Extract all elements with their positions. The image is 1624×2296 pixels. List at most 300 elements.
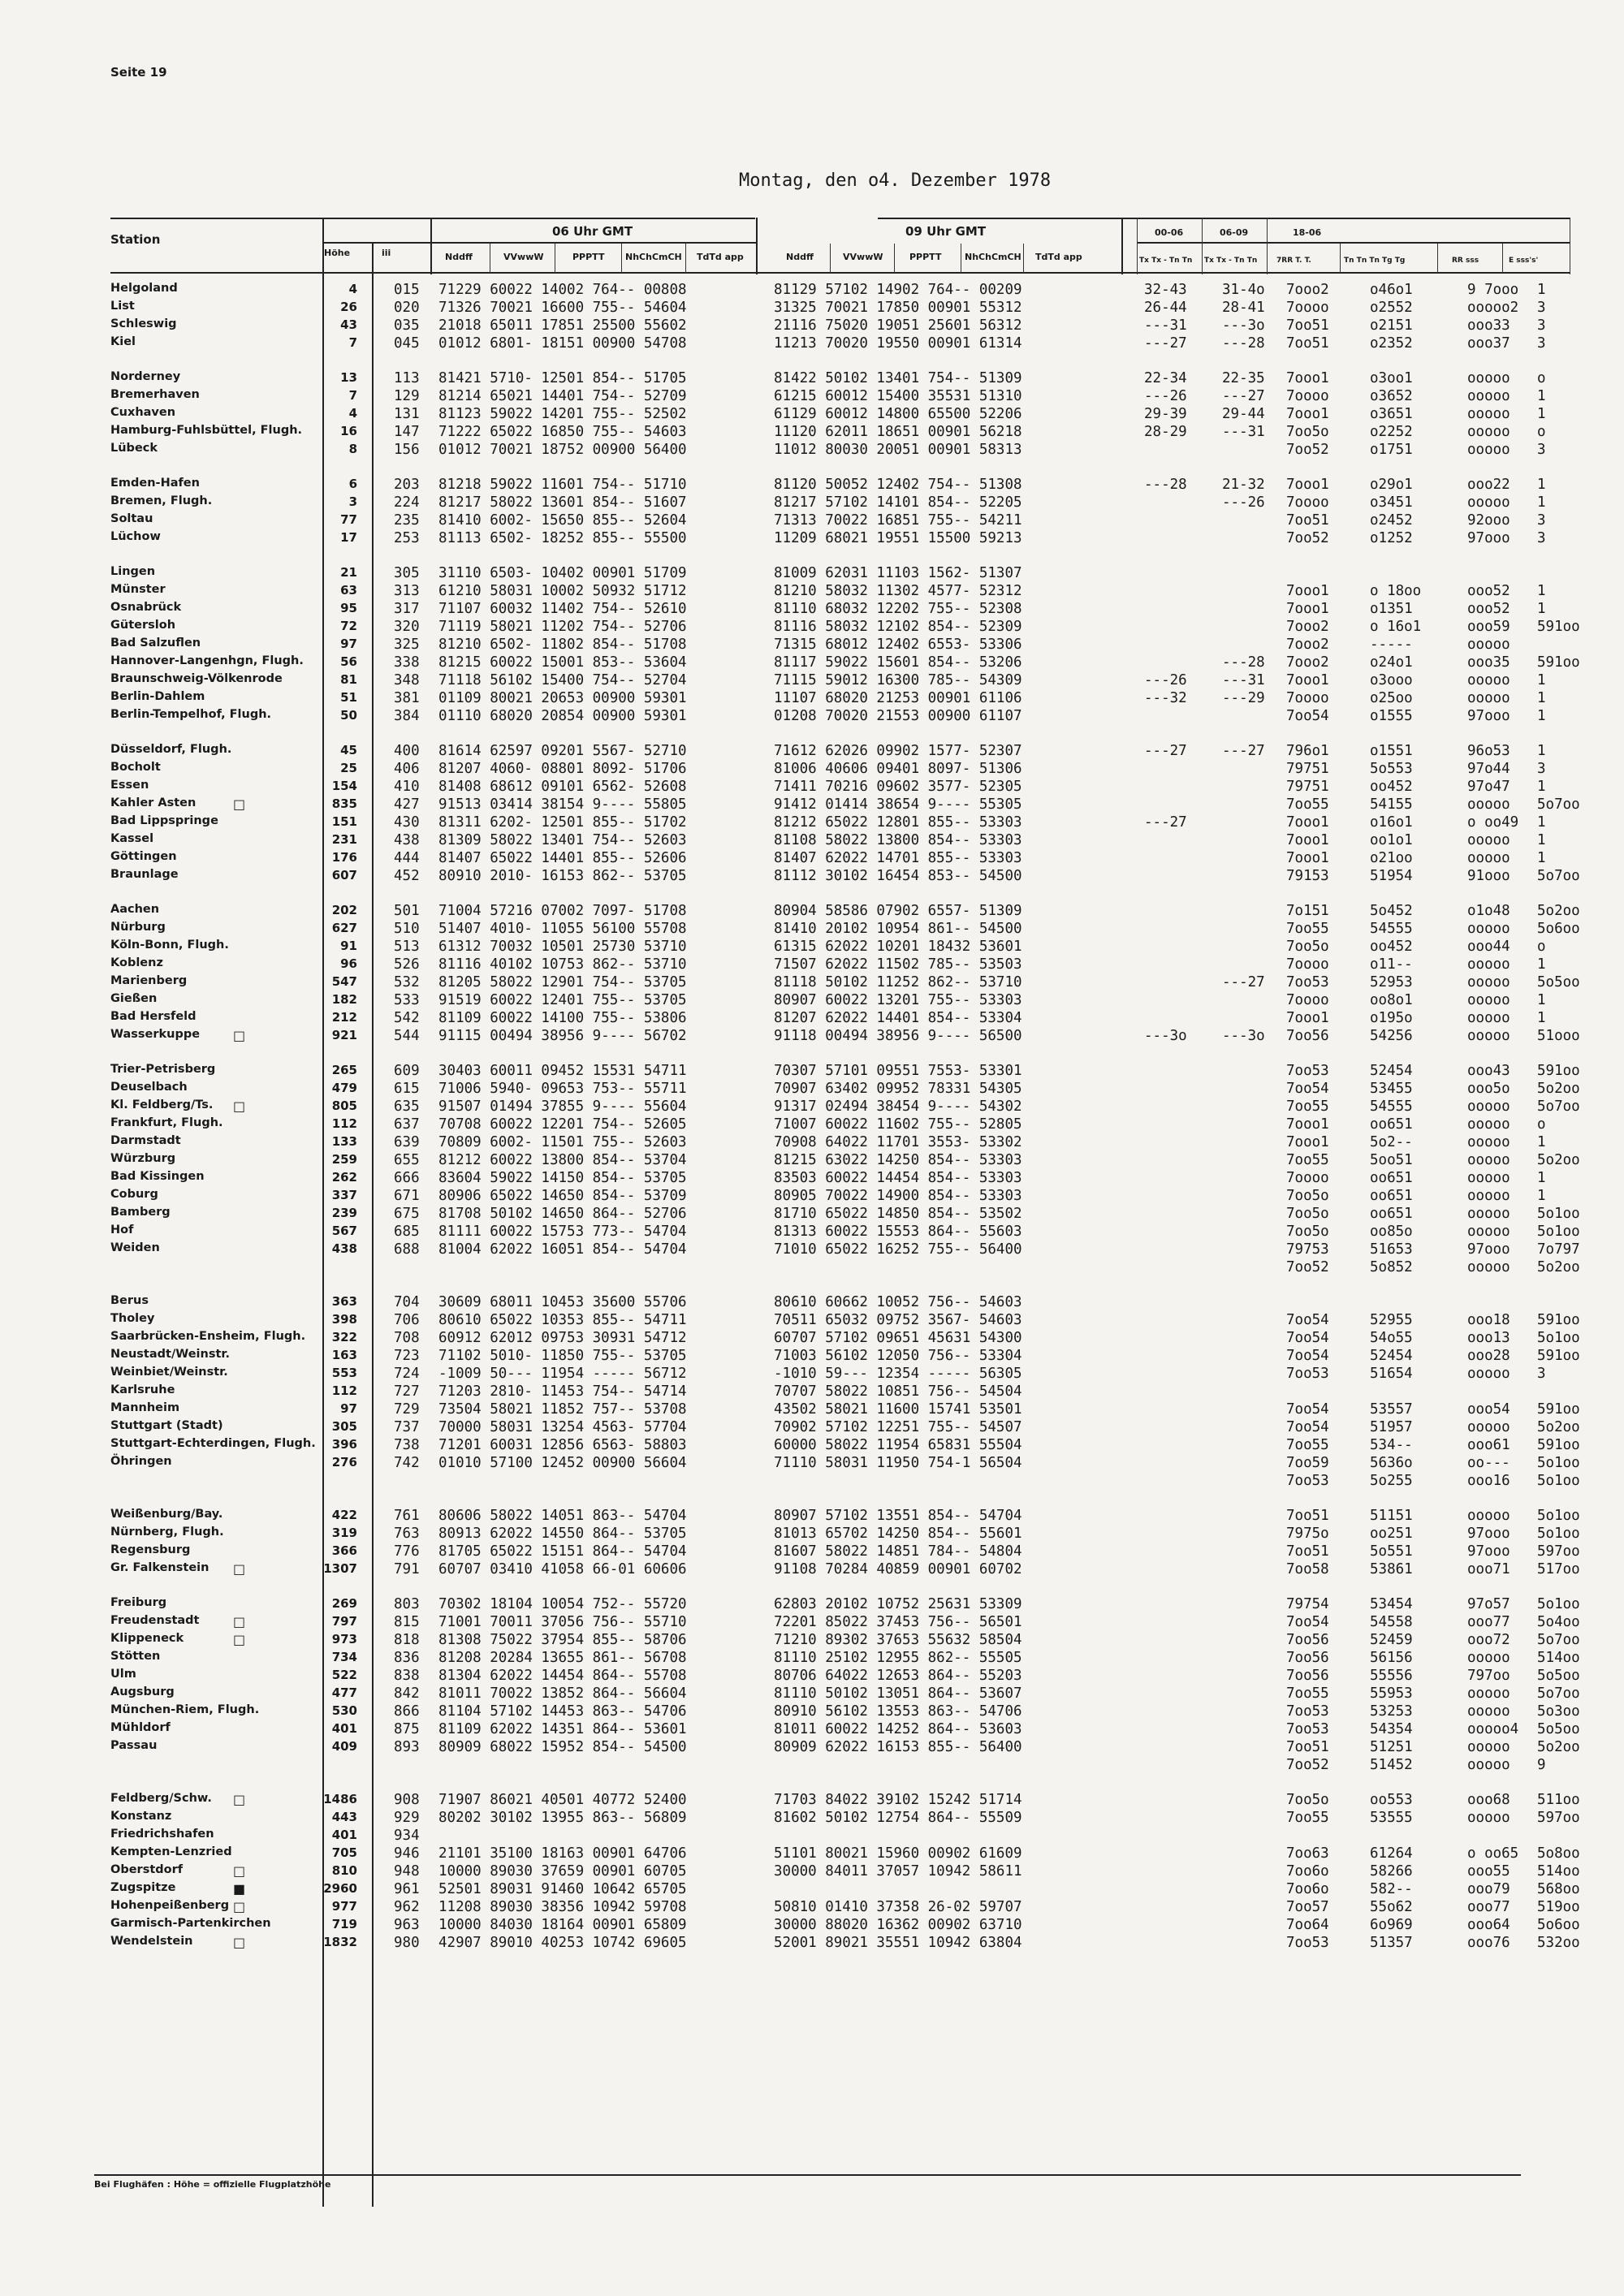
group-rr: ooo28 <box>1467 1348 1510 1364</box>
footer-rule <box>94 2174 1521 2176</box>
group-rr: ooo68 <box>1467 1792 1510 1808</box>
table-row <box>0 406 1624 424</box>
group-rr: 97o57 <box>1467 1596 1510 1612</box>
station-name: Koblenz <box>110 956 163 969</box>
station-id: 838 <box>394 1668 420 1684</box>
group-rr: ooo77 <box>1467 1614 1510 1630</box>
group-rr: ooooo <box>1467 406 1510 422</box>
group-temps: o1252 <box>1370 530 1413 546</box>
station-height: 63 <box>340 583 357 598</box>
station-group <box>0 565 1624 726</box>
station-height: 97 <box>340 637 357 651</box>
group-temps: o2352 <box>1370 335 1413 352</box>
group-rr: ooooo <box>1467 1810 1510 1826</box>
group-snow: 5o1oo <box>1537 1526 1580 1542</box>
group-temps: oo452 <box>1370 939 1413 955</box>
obs-06: 80910 2010- 16153 862-- 53705 <box>438 868 687 884</box>
table-row <box>0 708 1624 726</box>
station-height: 2960 <box>323 1881 357 1896</box>
station-name: Oberstdorf <box>110 1863 184 1876</box>
station-name: Nürnberg, Flugh. <box>110 1526 224 1539</box>
station-id: 724 <box>394 1366 420 1382</box>
table-top-rule-right <box>878 218 1570 219</box>
station-id: 934 <box>394 1828 420 1844</box>
station-height: 8 <box>348 442 357 456</box>
group-snow: 3 <box>1537 761 1546 777</box>
obs-09: 60707 57102 09651 45631 54300 <box>774 1330 1022 1346</box>
table-row <box>0 1668 1624 1685</box>
station-name: Kiel <box>110 335 136 348</box>
mountain-marker: □ <box>233 1632 246 1647</box>
station-height: 607 <box>331 868 357 883</box>
group-temps: 51957 <box>1370 1419 1413 1435</box>
station-id: 035 <box>394 317 420 334</box>
obs-09: 71003 56102 12050 756-- 53304 <box>774 1348 1022 1364</box>
header-height: Höhe <box>324 248 351 258</box>
station-id: 406 <box>394 761 420 777</box>
group-18-06: 7ooo1 <box>1286 672 1329 688</box>
table-row <box>0 1508 1624 1526</box>
obs-06: 81210 6502- 11802 854-- 51708 <box>438 637 687 653</box>
table-row <box>0 1526 1624 1543</box>
temp-00-06: ---31 <box>1144 317 1187 334</box>
station-id: 875 <box>394 1721 420 1737</box>
group-rr: ooooo <box>1467 424 1510 440</box>
group-18-06: 7oo5o <box>1286 1188 1329 1204</box>
temp-00-06: ---27 <box>1144 814 1187 831</box>
table-row <box>0 1224 1624 1241</box>
group-temps: 51357 <box>1370 1935 1413 1951</box>
station-height: 51 <box>340 690 357 705</box>
group-temps: o2552 <box>1370 300 1413 316</box>
group-18-06: 7ooo1 <box>1286 583 1329 599</box>
group-rr: ooooo <box>1467 1508 1510 1524</box>
group-18-06: 7ooo1 <box>1286 832 1329 848</box>
station-height: 26 <box>340 300 357 314</box>
temp-00-06: ---28 <box>1144 477 1187 493</box>
station-group <box>0 1792 1624 1953</box>
temp-00-06: 28-29 <box>1144 424 1187 440</box>
obs-09: 81013 65702 14250 854-- 55601 <box>774 1526 1022 1542</box>
group-18-06: 7oo54 <box>1286 1348 1329 1364</box>
group-temps: 54155 <box>1370 796 1413 813</box>
station-id: 688 <box>394 1241 420 1258</box>
header-mid-rule <box>322 242 756 244</box>
obs-09: 80904 58586 07902 6557- 51309 <box>774 903 1022 919</box>
station-name: Helgoland <box>110 282 178 295</box>
table-row <box>0 1259 1624 1277</box>
station-name: Göttingen <box>110 850 177 863</box>
group-temps: 52459 <box>1370 1632 1413 1648</box>
group-snow: o <box>1537 939 1546 955</box>
station-height: 17 <box>340 530 357 545</box>
group-18-06: 7oo55 <box>1286 1810 1329 1826</box>
header-sub-2: Tx Tx - Tn Tn <box>1204 257 1258 265</box>
obs-09: 81602 50102 12754 864-- 55509 <box>774 1810 1022 1826</box>
group-rr: ooooo <box>1467 1366 1510 1382</box>
station-name: Weiden <box>110 1241 160 1254</box>
mountain-marker: □ <box>233 1792 246 1807</box>
group-18-06: 7oo53 <box>1286 974 1329 990</box>
group-18-06: 7oo52 <box>1286 1259 1329 1275</box>
group-rr: ooo52 <box>1467 583 1510 599</box>
station-id: 156 <box>394 442 420 458</box>
group-18-06: 7oo5o <box>1286 939 1329 955</box>
obs-06: 81205 58022 12901 754-- 53705 <box>438 974 687 990</box>
obs-06: 81614 62597 09201 5567- 52710 <box>438 743 687 759</box>
table-row <box>0 494 1624 512</box>
obs-06: 42907 89010 40253 10742 69605 <box>438 1935 687 1951</box>
group-snow: 1 <box>1537 388 1546 404</box>
station-id: 866 <box>394 1703 420 1720</box>
obs-09: 50810 01410 37358 26-02 59707 <box>774 1899 1022 1915</box>
group-temps: o25oo <box>1370 690 1413 706</box>
temp-06-09: ---31 <box>1222 672 1265 688</box>
station-id: 313 <box>394 583 420 599</box>
extra-col-rule-2 <box>1202 218 1203 274</box>
station-name: Kl. Feldberg/Ts. <box>110 1098 214 1111</box>
group-rr: ooooo <box>1467 974 1510 990</box>
group-snow: 514oo <box>1537 1863 1580 1880</box>
group-temps: 54o55 <box>1370 1330 1413 1346</box>
group-18-06: 7oo58 <box>1286 1561 1329 1577</box>
header-sub-5: RR sss <box>1452 257 1479 265</box>
temp-06-09: ---28 <box>1222 654 1265 671</box>
station-id: 410 <box>394 779 420 795</box>
station-name: Mühldorf <box>110 1721 171 1734</box>
group-rr: ooo43 <box>1467 1063 1510 1079</box>
station-group <box>0 282 1624 353</box>
station-id: 946 <box>394 1845 420 1862</box>
mountain-marker: □ <box>233 1561 246 1577</box>
group-snow: 1 <box>1537 992 1546 1008</box>
group-temps: o2452 <box>1370 512 1413 529</box>
station-id: 320 <box>394 619 420 635</box>
station-name: Coburg <box>110 1188 158 1201</box>
station-id: 818 <box>394 1632 420 1648</box>
group-temps: o1551 <box>1370 743 1413 759</box>
station-name: Saarbrücken-Ensheim, Flugh. <box>110 1330 306 1343</box>
table-row <box>0 1330 1624 1348</box>
station-height: 239 <box>331 1206 357 1220</box>
station-name: Friedrichshafen <box>110 1828 214 1841</box>
obs-06: 91115 00494 38956 9---- 56702 <box>438 1028 687 1044</box>
group-temps: 52454 <box>1370 1348 1413 1364</box>
group-snow: 1 <box>1537 743 1546 759</box>
table-row <box>0 743 1624 761</box>
obs-06: 71102 5010- 11850 755-- 53705 <box>438 1348 687 1364</box>
station-height: 91 <box>340 939 357 953</box>
obs-06: 71119 58021 11202 754-- 52706 <box>438 619 687 635</box>
page-date: Montag, den o4. Dezember 1978 <box>739 170 1052 191</box>
group-18-06: 7oo53 <box>1286 1473 1329 1489</box>
station-name: Zugspitze <box>110 1881 176 1894</box>
temp-00-06: 26-44 <box>1144 300 1187 316</box>
group-18-06: 7oo5o <box>1286 1224 1329 1240</box>
group-temps: oo452 <box>1370 779 1413 795</box>
station-height: 4 <box>348 282 357 296</box>
group-snow: 1 <box>1537 1188 1546 1204</box>
obs-09: 70307 57101 09551 7553- 53301 <box>774 1063 1022 1079</box>
group-temps: o195o <box>1370 1010 1413 1026</box>
station-id: 452 <box>394 868 420 884</box>
station-id: 147 <box>394 424 420 440</box>
table-row <box>0 1419 1624 1437</box>
table-row <box>0 530 1624 548</box>
station-name: Deuselbach <box>110 1081 188 1094</box>
station-id: 544 <box>394 1028 420 1044</box>
station-id: 776 <box>394 1543 420 1560</box>
m9-col-rule-4 <box>1023 244 1024 273</box>
station-height: 337 <box>331 1188 357 1202</box>
group-temps: oo8o1 <box>1370 992 1413 1008</box>
group-rr: 92ooo <box>1467 512 1510 529</box>
station-height: 553 <box>331 1366 357 1380</box>
group-temps: 51954 <box>1370 868 1413 884</box>
station-name: Bamberg <box>110 1206 171 1219</box>
group-snow: o <box>1537 370 1546 386</box>
group-18-06: 7oo55 <box>1286 1098 1329 1115</box>
group-temps: o29o1 <box>1370 477 1413 493</box>
group-temps: 534-- <box>1370 1437 1413 1453</box>
table-row <box>0 1241 1624 1259</box>
group-rr: ooooo <box>1467 1739 1510 1755</box>
table-row <box>0 992 1624 1010</box>
group-18-06: 7oooo <box>1286 956 1329 973</box>
table-row <box>0 939 1624 956</box>
group-rr: ooooo <box>1467 850 1510 866</box>
station-id: 962 <box>394 1899 420 1915</box>
obs-09: 81407 62022 14701 855-- 53303 <box>774 850 1022 866</box>
station-name: Garmisch-Partenkirchen <box>110 1917 271 1930</box>
group-temps: 54256 <box>1370 1028 1413 1044</box>
group-18-06: 7975o <box>1286 1526 1329 1542</box>
table-row <box>0 1881 1624 1899</box>
station-name: Weißenburg/Bay. <box>110 1508 223 1521</box>
obs-09: 71010 65022 16252 755-- 56400 <box>774 1241 1022 1258</box>
table-row <box>0 1721 1624 1739</box>
station-id: 615 <box>394 1081 420 1097</box>
group-temps: 5636o <box>1370 1455 1413 1471</box>
group-rr: ooo76 <box>1467 1935 1510 1951</box>
station-id: 929 <box>394 1810 420 1826</box>
obs-09: 30000 88020 16362 00902 63710 <box>774 1917 1022 1933</box>
group-rr: ooooo <box>1467 1188 1510 1204</box>
station-id: 427 <box>394 796 420 813</box>
table-row <box>0 1312 1624 1330</box>
obs-06: 71203 2810- 11453 754-- 54714 <box>438 1383 687 1400</box>
obs-09: 70908 64022 11701 3553- 53302 <box>774 1134 1022 1150</box>
obs-09: 81112 30102 16454 853-- 54500 <box>774 868 1022 884</box>
group-temps: o3ooo <box>1370 672 1413 688</box>
group-rr: ooo16 <box>1467 1473 1510 1489</box>
station-name: Ulm <box>110 1668 136 1681</box>
table-row <box>0 1366 1624 1383</box>
mountain-marker: □ <box>233 1098 246 1114</box>
station-id: 430 <box>394 814 420 831</box>
station-height: 7 <box>348 388 357 403</box>
temp-06-09: ---27 <box>1222 974 1265 990</box>
group-rr: ooo35 <box>1467 654 1510 671</box>
group-temps: o46o1 <box>1370 282 1413 298</box>
table-row <box>0 1081 1624 1098</box>
header-sub-1: Tx Tx - Tn Tn <box>1139 257 1193 265</box>
station-id: 671 <box>394 1188 420 1204</box>
obs-09: 81607 58022 14851 784-- 54804 <box>774 1543 1022 1560</box>
temp-06-09: ---29 <box>1222 690 1265 706</box>
group-snow: 1 <box>1537 494 1546 511</box>
group-temps: 5oo51 <box>1370 1152 1413 1168</box>
station-id: 609 <box>394 1063 420 1079</box>
station-id: 729 <box>394 1401 420 1418</box>
group-temps: o 16o1 <box>1370 619 1422 635</box>
header-extra-06-09: 06-09 <box>1220 227 1249 238</box>
group-rr: ooo33 <box>1467 317 1510 334</box>
station-name: Würzburg <box>110 1152 176 1165</box>
group-18-06: 7oo5o <box>1286 1206 1329 1222</box>
obs-09: 71007 60022 11602 755-- 52805 <box>774 1116 1022 1133</box>
group-temps: 55o62 <box>1370 1899 1413 1915</box>
station-name: Gütersloh <box>110 619 176 632</box>
obs-06: 81011 70022 13852 864-- 56604 <box>438 1685 687 1702</box>
station-height: 363 <box>331 1294 357 1309</box>
obs-06: 81309 58022 13401 754-- 52603 <box>438 832 687 848</box>
group-18-06: 7oooo <box>1286 690 1329 706</box>
obs-09: 81117 59022 15601 854-- 53206 <box>774 654 1022 671</box>
table-row <box>0 512 1624 530</box>
station-height: 322 <box>331 1330 357 1344</box>
group-snow: 517oo <box>1537 1561 1580 1577</box>
obs-09: 80909 62022 16153 855-- 56400 <box>774 1739 1022 1755</box>
station-height: 133 <box>331 1134 357 1149</box>
obs-09: 71115 59012 16300 785-- 54309 <box>774 672 1022 688</box>
group-18-06: 7oo55 <box>1286 1152 1329 1168</box>
table-row <box>0 1170 1624 1188</box>
group-rr: ooooo <box>1467 1206 1510 1222</box>
station-id: 815 <box>394 1614 420 1630</box>
station-name: Kempten-Lenzried <box>110 1845 232 1858</box>
group-18-06: 7oo51 <box>1286 317 1329 334</box>
obs-09: 83503 60022 14454 854-- 53303 <box>774 1170 1022 1186</box>
group-rr: ooo5o <box>1467 1081 1510 1097</box>
station-height: 810 <box>331 1863 357 1878</box>
group-temps: o3652 <box>1370 388 1413 404</box>
observation-table-body <box>0 282 1624 1970</box>
station-name: Schleswig <box>110 317 177 330</box>
obs-09: 81215 63022 14250 854-- 53303 <box>774 1152 1022 1168</box>
station-name: Passau <box>110 1739 158 1752</box>
station-id: 639 <box>394 1134 420 1150</box>
station-id: 235 <box>394 512 420 529</box>
group-snow: 1 <box>1537 672 1546 688</box>
temp-06-09: ---27 <box>1222 743 1265 759</box>
temp-06-09: ---31 <box>1222 424 1265 440</box>
station-name: Hohenpeißenberg <box>110 1899 230 1912</box>
station-id: 738 <box>394 1437 420 1453</box>
station-id: 742 <box>394 1455 420 1471</box>
group-temps: oo251 <box>1370 1526 1413 1542</box>
group-snow: 1 <box>1537 850 1546 866</box>
group-snow: 1 <box>1537 1170 1546 1186</box>
table-row <box>0 1739 1624 1757</box>
station-name: Freudenstadt <box>110 1614 200 1627</box>
group-snow: 591oo <box>1537 1437 1580 1453</box>
group-18-06: 7oo53 <box>1286 1063 1329 1079</box>
ii-col-rule <box>430 218 432 274</box>
table-row <box>0 761 1624 779</box>
obs-09: 81313 60022 15553 864-- 55603 <box>774 1224 1022 1240</box>
group-18-06: 7oo54 <box>1286 1312 1329 1328</box>
obs-09: 71210 89302 37653 55632 58504 <box>774 1632 1022 1648</box>
group-18-06: 7ooo2 <box>1286 282 1329 298</box>
group-rr: 797oo <box>1467 1668 1510 1684</box>
obs-09: 71110 58031 11950 754-1 56504 <box>774 1455 1022 1471</box>
group-18-06: 7oooo <box>1286 300 1329 316</box>
station-id: 020 <box>394 300 420 316</box>
obs-09: 30000 84011 37057 10942 58611 <box>774 1863 1022 1880</box>
station-height: 16 <box>340 424 357 438</box>
group-snow: 5o2oo <box>1537 1081 1580 1097</box>
station-name: Osnabrück <box>110 601 182 614</box>
group-18-06: 7oo55 <box>1286 1437 1329 1453</box>
station-height: 176 <box>331 850 357 865</box>
table-row <box>0 601 1624 619</box>
group-rr: ooooo <box>1467 370 1510 386</box>
group-snow: 591oo <box>1537 1401 1580 1418</box>
group-18-06: 7oooo <box>1286 992 1329 1008</box>
station-id: 655 <box>394 1152 420 1168</box>
group-18-06: 7oo64 <box>1286 1917 1329 1933</box>
table-row <box>0 424 1624 442</box>
station-height: 921 <box>331 1028 357 1042</box>
group-snow: 591oo <box>1537 1063 1580 1079</box>
group-temps: 5o255 <box>1370 1473 1413 1489</box>
group-temps: 52953 <box>1370 974 1413 990</box>
obs-06: -1009 50--- 11954 ----- 56712 <box>438 1366 687 1382</box>
table-row <box>0 796 1624 814</box>
station-id: 384 <box>394 708 420 724</box>
table-row <box>0 814 1624 832</box>
table-row <box>0 832 1624 850</box>
obs-09: 81217 57102 14101 854-- 52205 <box>774 494 1022 511</box>
station-group <box>0 1294 1624 1491</box>
group-18-06: 7oo51 <box>1286 335 1329 352</box>
station-height: 259 <box>331 1152 357 1167</box>
group-snow: 5o1oo <box>1537 1330 1580 1346</box>
group-temps: o24o1 <box>1370 654 1413 671</box>
obs-09: 91412 01414 38654 9---- 55305 <box>774 796 1022 813</box>
station-height: 1832 <box>323 1935 357 1949</box>
group-snow: 532oo <box>1537 1935 1580 1951</box>
group-18-06: 7oo52 <box>1286 1757 1329 1773</box>
group-rr: ooooo <box>1467 796 1510 813</box>
group-rr: 97ooo <box>1467 1543 1510 1560</box>
station-height: 6 <box>348 477 357 491</box>
station-height: 269 <box>331 1596 357 1611</box>
group-snow: 1 <box>1537 832 1546 848</box>
obs-09: 11012 80030 20051 00901 58313 <box>774 442 1022 458</box>
group-18-06: 7oo53 <box>1286 1366 1329 1382</box>
group-snow: 591oo <box>1537 619 1580 635</box>
station-name: Münster <box>110 583 166 596</box>
group-temps: 58266 <box>1370 1863 1413 1880</box>
group-snow: 3 <box>1537 300 1546 316</box>
obs-09: 11209 68021 19551 15500 59213 <box>774 530 1022 546</box>
group-18-06: 79153 <box>1286 868 1329 884</box>
group-snow: 597oo <box>1537 1543 1580 1560</box>
obs-09: 80907 57102 13551 854-- 54704 <box>774 1508 1022 1524</box>
station-name: Bad Lippspringe <box>110 814 218 827</box>
